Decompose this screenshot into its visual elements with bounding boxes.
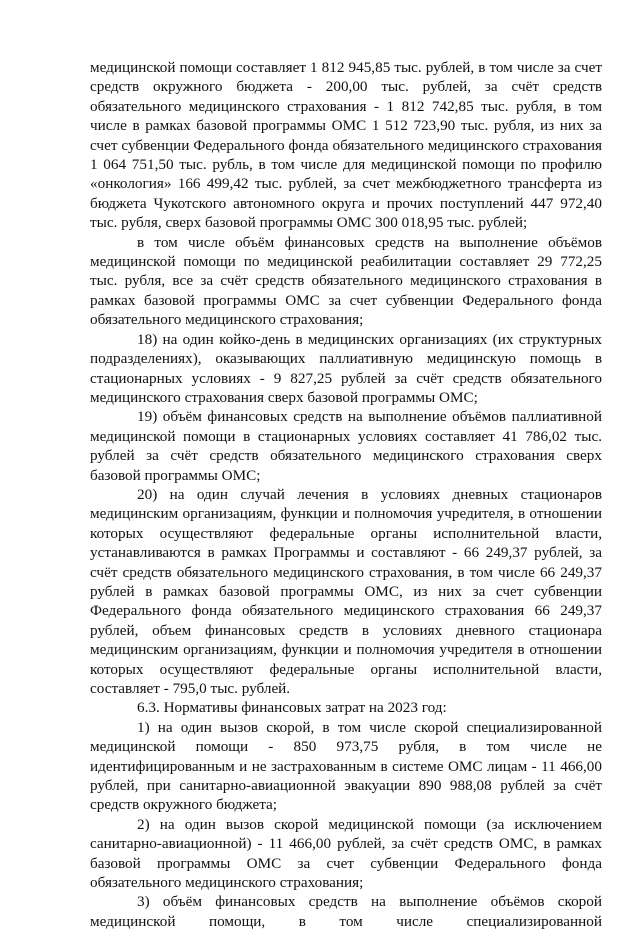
section-heading-6-3: 6.3. Нормативы финансовых затрат на 2023 год:	[137, 699, 447, 717]
paragraph-7: 1) на один вызов скорой, в том числе скорой специализированной медицинской помощи - 850 973,75 рубля, в том числе не идентифицированным и не застрахованным в системе ОМС лицам - 11 466,00 рублей, при санитарно-авиационной эвакуации 890 988,08 рублей за счёт средств окружного бюджета;	[90, 718, 602, 814]
paragraph-2: в том числе объём финансовых средств на выполнение объёмов медицинской помощи по медицинской реабилитации составляет 29 772,25 тыс. рубля, все за счёт средств обязательного медицинского страхования в рамках базовой программы ОМС за счет субвенции Федерального фонда обязательного медицинского страхования;	[90, 233, 602, 329]
paragraph-1: медицинской помощи составляет 1 812 945,85 тыс. рублей, в том числе за счет средств окружного бюджета - 200,00 тыс. рублей, за счёт средств обязательного медицинского страхования - 1 812 742,85 тыс. рубля, в том числе в рамках базовой программы ОМС 1 512 723,90 тыс. рубля, из них за счет субвенции Федерального фонда обязательного медицинского страхования 1 064 751,50 тыс. рубль, в том числе для медицинской помощи по профилю «онкология» 166 499,42 тыс. рублей, за счет межбюджетного трансферта из бюджета Чукотского автономного округа и прочих поступлений 447 972,40 тыс. рубля, сверх базовой программы ОМС 300 018,95 тыс. рублей;	[90, 59, 602, 232]
paragraph-5: 20) на один случай лечения в условиях дневных стационаров медицинским организациям, функции и полномочия учредителя, в отношении которых осуществляют федеральные органы исполнительной власти, устанавливаются в рамках Программы и составляют - 66 249,37 рублей, за счёт средств обязательного медицинского страхования, в том числе 66 249,37 рублей в рамках базовой программы ОМС, из них за счет субвенции Федерального фонда обязательного медицинского страхования 66 249,37 рублей, объем финансовых средств в условиях дневного стационара медицинским организациям, функции и полномочия учредителя в отношении которых осуществляют федеральные органы исполнительной власти, составляет - 795,0 тыс. рублей.	[90, 485, 602, 697]
document-page	[90, 58, 602, 931]
paragraph-4: 19) объём финансовых средств на выполнение объёмов паллиативной медицинской помощи в стационарных условиях составляет 41 786,02 тыс. рублей за счёт средств обязательного медицинского страхования сверх базовой программы ОМС;	[90, 408, 602, 484]
paragraph-9: 3) объём финансовых средств на выполнение объёмов скорой медицинской помощи, в том числе специализированной	[90, 893, 602, 930]
paragraph-3: 18) на один койко-день в медицинских организациях (их структурных подразделениях), оказывающих паллиативную медицинскую помощь в стационарных условиях - 9 827,25 рублей за счёт средств обязательного медицинского страхования сверх базовой программы ОМС;	[90, 330, 602, 406]
paragraph-8: 2) на один вызов скорой медицинской помощи (за исключением санитарно-авиационной) - 11 466,00 рублей, за счёт средств ОМС, в рамках базовой программы ОМС за счет субвенции Федерального фонда обязательного медицинского страхования;	[90, 815, 602, 892]
